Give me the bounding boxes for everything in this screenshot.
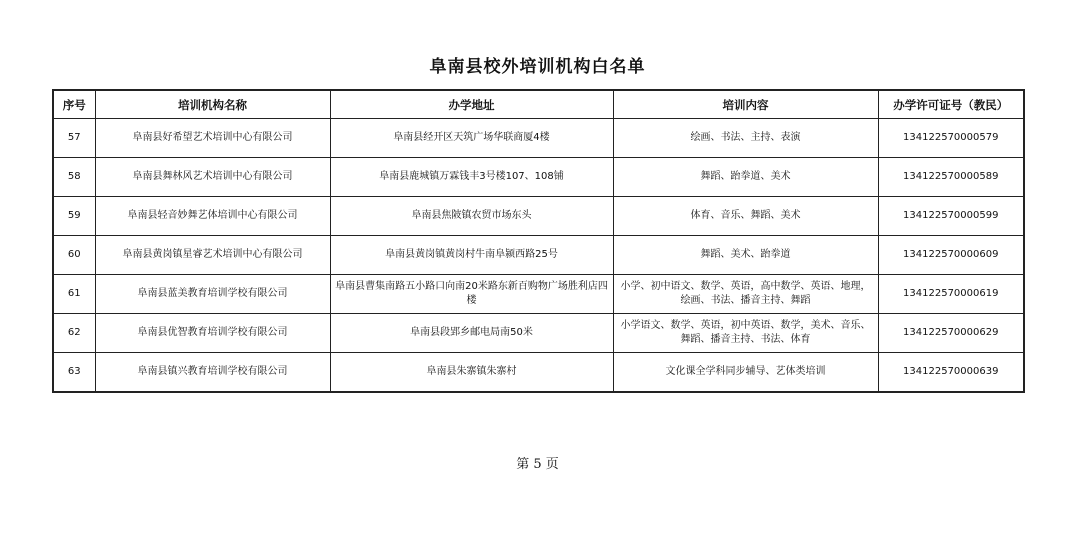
cell-number: 60 [53, 236, 95, 275]
cell-address: 阜南县鹿城镇万霖钱丰3号楼107、108铺 [330, 158, 613, 197]
cell-training-content: 小学语文、数学、英语，初中英语、数学，美术、音乐、舞蹈、播音主持、书法、体育 [613, 314, 878, 353]
cell-number: 63 [53, 353, 95, 393]
column-header-institution-name: 培训机构名称 [95, 90, 330, 119]
cell-training-content: 小学、初中语文、数学、英语，高中数学、英语、地理，绘画、书法、播音主持、舞蹈 [613, 275, 878, 314]
cell-license-number: 134122570000609 [878, 236, 1024, 275]
cell-institution-name: 阜南县舞林风艺术培训中心有限公司 [95, 158, 330, 197]
cell-institution-name: 阜南县好希望艺术培训中心有限公司 [95, 119, 330, 158]
table-row [53, 158, 1024, 197]
cell-license-number: 134122570000589 [878, 158, 1024, 197]
table-row [53, 353, 1024, 393]
table-header-row [53, 90, 1024, 119]
cell-training-content: 绘画、书法、主持、表演 [613, 119, 878, 158]
cell-training-content: 体育、音乐、舞蹈、美术 [613, 197, 878, 236]
table-row [53, 236, 1024, 275]
column-header-license-number: 办学许可证号（教民） [878, 90, 1024, 119]
table-row [53, 314, 1024, 353]
cell-address: 阜南县黄岗镇黄岗村牛南阜颍西路25号 [330, 236, 613, 275]
cell-institution-name: 阜南县蓝美教育培训学校有限公司 [95, 275, 330, 314]
column-header-number: 序号 [53, 90, 95, 119]
cell-address: 阜南县曹集南路五小路口向南20米路东新百购物广场胜利店四楼 [330, 275, 613, 314]
cell-institution-name: 阜南县优智教育培训学校有限公司 [95, 314, 330, 353]
table-row [53, 275, 1024, 314]
cell-number: 61 [53, 275, 95, 314]
cell-number: 62 [53, 314, 95, 353]
cell-institution-name: 阜南县黄岗镇星睿艺术培训中心有限公司 [95, 236, 330, 275]
cell-address: 阜南县朱寨镇朱寨村 [330, 353, 613, 393]
cell-number: 59 [53, 197, 95, 236]
cell-training-content: 文化课全学科同步辅导、艺体类培训 [613, 353, 878, 393]
cell-license-number: 134122570000599 [878, 197, 1024, 236]
cell-address: 阜南县段郢乡邮电局南50米 [330, 314, 613, 353]
table-row [53, 119, 1024, 158]
cell-training-content: 舞蹈、跆拳道、美术 [613, 158, 878, 197]
cell-address: 阜南县经开区天筑广场华联商厦4楼 [330, 119, 613, 158]
cell-license-number: 134122570000619 [878, 275, 1024, 314]
cell-training-content: 舞蹈、美术、跆拳道 [613, 236, 878, 275]
column-header-address: 办学地址 [330, 90, 613, 119]
whitelist-table [52, 89, 1025, 393]
cell-address: 阜南县焦陂镇农贸市场东头 [330, 197, 613, 236]
cell-institution-name: 阜南县镇兴教育培训学校有限公司 [95, 353, 330, 393]
cell-number: 58 [53, 158, 95, 197]
page-title: 阜南县校外培训机构白名单 [429, 57, 646, 77]
column-header-training-content: 培训内容 [613, 90, 878, 119]
page-number: 第 5 页 [516, 457, 559, 472]
cell-license-number: 134122570000579 [878, 119, 1024, 158]
cell-institution-name: 阜南县轻音妙舞艺体培训中心有限公司 [95, 197, 330, 236]
cell-license-number: 134122570000629 [878, 314, 1024, 353]
cell-license-number: 134122570000639 [878, 353, 1024, 393]
cell-number: 57 [53, 119, 95, 158]
table-row [53, 197, 1024, 236]
